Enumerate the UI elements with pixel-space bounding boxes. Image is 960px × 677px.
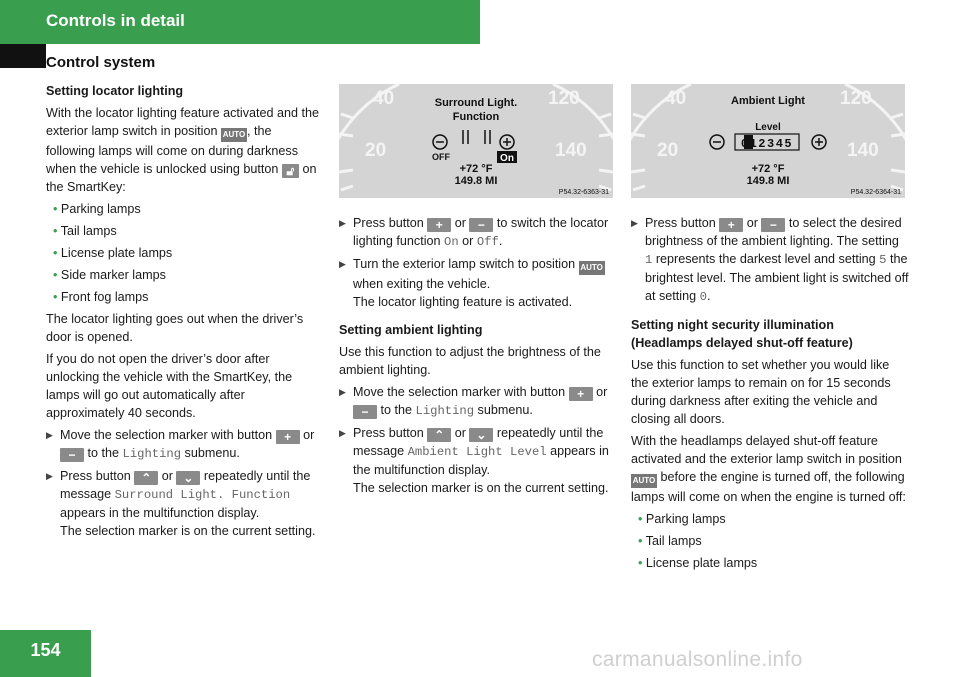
- paragraph: Use this function to adjust the brightness of the ambient lighting.: [339, 345, 601, 377]
- list-item: • License plate lamps: [638, 556, 758, 570]
- instruction-step: ▶ Move the selection marker with button + or − to the Lighting submenu.: [339, 385, 608, 419]
- list-item: • Front fog lamps: [53, 290, 149, 304]
- svg-text:Function: Function: [452, 111, 500, 123]
- arrow-right-icon: ▶: [339, 259, 346, 269]
- instrument-cluster-illustration: [339, 84, 613, 198]
- svg-text:40: 40: [665, 88, 687, 109]
- svg-text:Ambient Light: Ambient Light: [731, 95, 805, 107]
- display-image-surround-light: [339, 84, 613, 198]
- arrow-right-icon: ▶: [631, 218, 638, 228]
- svg-text:120: 120: [548, 88, 580, 109]
- svg-text:149.8 MI: 149.8 MI: [746, 175, 790, 187]
- svg-text:P54.32-6364-31: P54.32-6364-31: [850, 189, 901, 196]
- list-item: • Parking lamps: [638, 512, 726, 526]
- up-button-icon: ⌃: [134, 471, 158, 485]
- heading-night-security-sub: (Headlamps delayed shut-off feature): [631, 336, 853, 350]
- arrow-right-icon: ▶: [339, 428, 346, 438]
- minus-button-icon: −: [761, 218, 785, 232]
- svg-text:140: 140: [555, 140, 587, 161]
- svg-text:149.8 MI: 149.8 MI: [454, 175, 498, 187]
- arrow-right-icon: ▶: [46, 430, 53, 440]
- display-image-ambient-light: [631, 84, 905, 198]
- instruction-step: ▶ Press button + or − to switch the locator lighting function On or Off.: [339, 216, 609, 249]
- plus-button-icon: +: [427, 218, 451, 232]
- section-title: Control system: [46, 54, 156, 71]
- list-item: • Tail lamps: [53, 224, 117, 238]
- column-2: [339, 214, 615, 501]
- down-button-icon: ⌄: [469, 428, 493, 442]
- arrow-right-icon: ▶: [339, 218, 346, 228]
- page-number: 154: [30, 640, 61, 660]
- list-item: • License plate lamps: [53, 246, 173, 260]
- auto-switch-icon: AUTO: [579, 261, 605, 275]
- auto-switch-icon: AUTO: [631, 474, 657, 488]
- instruction-step: ▶ Press button + or − to select the desired brightness of the ambient lighting. The setting 1 represents the darkest level and setting 5 the brightest level. The ambient light is switched off at setting 0.: [631, 216, 909, 304]
- svg-text:+72 °F: +72 °F: [459, 163, 493, 175]
- svg-text:20: 20: [657, 140, 679, 161]
- svg-text:OFF: OFF: [432, 152, 450, 162]
- column-3: [631, 214, 909, 576]
- up-button-icon: ⌃: [427, 428, 451, 442]
- svg-text:40: 40: [373, 88, 395, 109]
- instruction-step: ▶ Press button ⌃ or ⌄ repeatedly until the message Ambient Light Level appears in the multifunction display. The selection marker is on the current setting.: [339, 426, 609, 495]
- auto-switch-icon: AUTO: [221, 128, 247, 142]
- svg-text:012345: 012345: [740, 137, 794, 151]
- heading-ambient-lighting: Setting ambient lighting: [339, 323, 483, 337]
- svg-text:Level: Level: [755, 122, 781, 133]
- list-item: • Tail lamps: [638, 534, 702, 548]
- heading-locator-lighting: Setting locator lighting: [46, 84, 184, 98]
- minus-button-icon: −: [353, 405, 377, 419]
- lamp-list: [631, 510, 909, 572]
- instruction-step: ▶ Press button ⌃ or ⌄ repeatedly until the message Surround Light. Function appears in the multifunction display. The selection marker is on the current setting.: [46, 469, 316, 538]
- svg-text:140: 140: [847, 140, 879, 161]
- list-item: • Parking lamps: [53, 202, 141, 216]
- intro-paragraph: With the locator lighting feature activated and the exterior lamp switch in position AUTO , the following lamps will come on during darkness when the vehicle is unlocked using button 🔓︎ on the SmartKey:: [46, 106, 320, 194]
- instruction-step: ▶ Move the selection marker with button + or − to the Lighting submenu.: [46, 428, 315, 462]
- list-item: • Side marker lamps: [53, 268, 166, 282]
- svg-text:20: 20: [365, 140, 387, 161]
- minus-button-icon: −: [469, 218, 493, 232]
- instrument-cluster-illustration: [631, 84, 905, 198]
- column-1: [46, 82, 322, 544]
- paragraph: If you do not open the driver’s door after unlocking the vehicle with the SmartKey, the lamps will go out automatically after approximately 40 seconds.: [46, 352, 293, 420]
- plus-button-icon: +: [569, 387, 593, 401]
- svg-text:120: 120: [840, 88, 872, 109]
- down-button-icon: ⌄: [176, 471, 200, 485]
- plus-button-icon: +: [276, 430, 300, 444]
- svg-text:On: On: [500, 153, 514, 164]
- paragraph: With the headlamps delayed shut-off feature activated and the exterior lamp switch in position AUTO before the engine is turned off, the following lamps will come on when the engine is turned off:: [631, 434, 906, 504]
- chapter-title: Controls in detail: [46, 11, 185, 30]
- lamp-list: [46, 200, 322, 306]
- svg-text:P54.32-6363-31: P54.32-6363-31: [558, 189, 609, 196]
- svg-text:+72 °F: +72 °F: [751, 163, 785, 175]
- arrow-right-icon: ▶: [339, 387, 346, 397]
- watermark: carmanualsonline.info: [592, 648, 803, 671]
- arrow-right-icon: ▶: [46, 471, 53, 481]
- heading-night-security: Setting night security illumination: [631, 318, 834, 332]
- section-marker: [0, 44, 46, 68]
- unlock-button-icon: 🔓︎: [282, 164, 299, 178]
- svg-text:Surround Light.: Surround Light.: [434, 97, 518, 109]
- plus-button-icon: +: [719, 218, 743, 232]
- paragraph: Use this function to set whether you would like the exterior lamps to remain on for 15 seconds during darkness after exiting the vehicle and closing all doors.: [631, 358, 891, 426]
- paragraph: The locator lighting goes out when the driver’s door is opened.: [46, 312, 304, 344]
- instruction-step: ▶ Turn the exterior lamp switch to position AUTO when exiting the vehicle. The locator lighting feature is activated.: [339, 257, 603, 309]
- minus-button-icon: −: [60, 448, 84, 462]
